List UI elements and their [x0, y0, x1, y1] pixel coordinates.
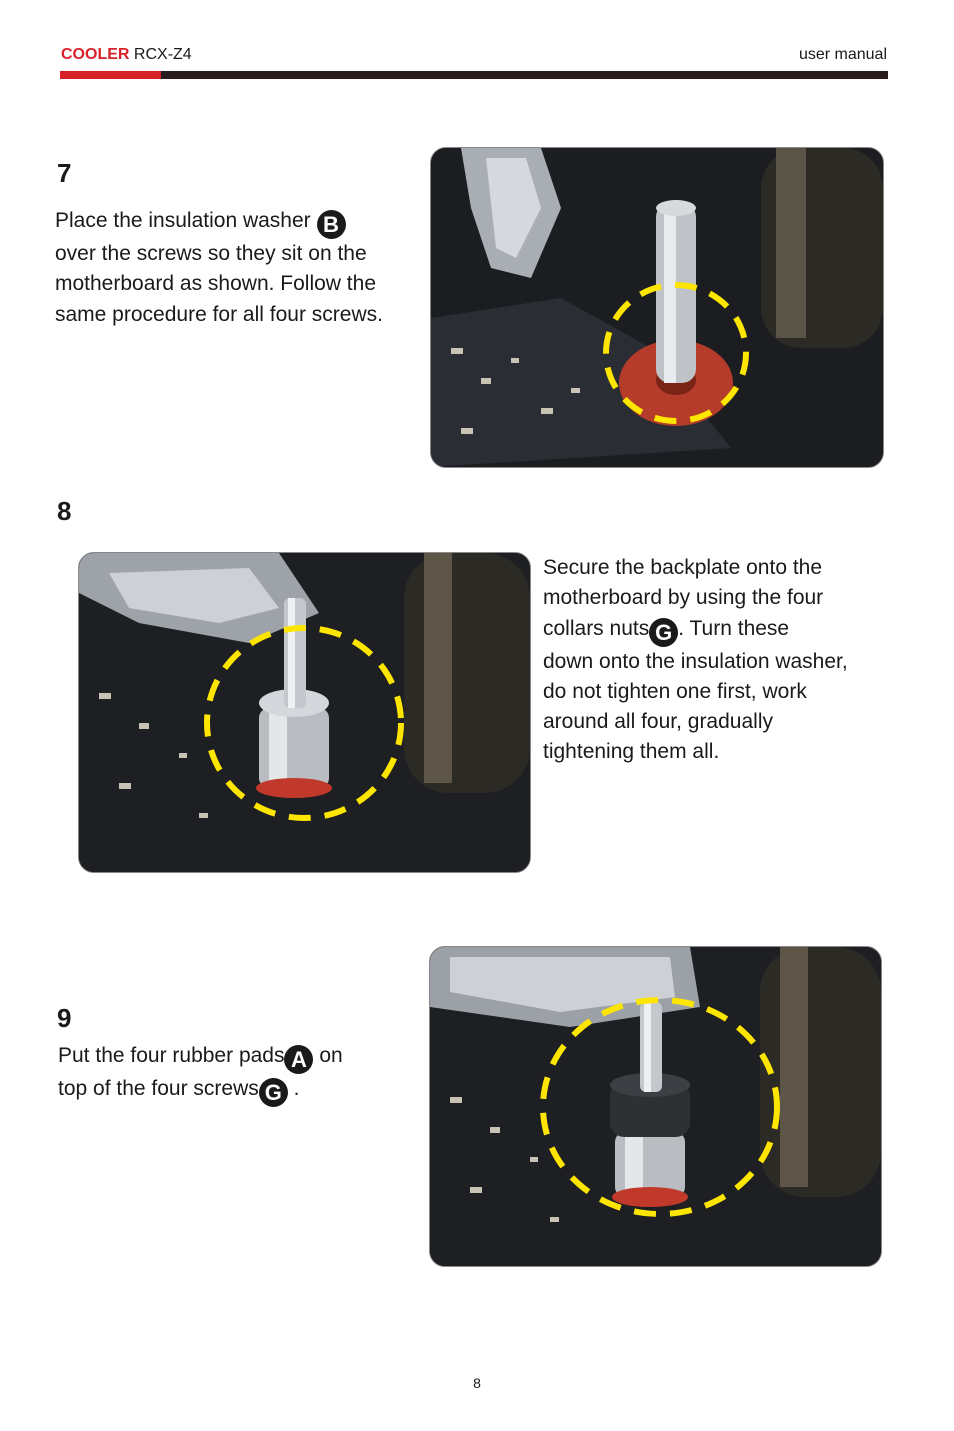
- step-8-line-5: do not tighten one first, work: [543, 679, 807, 703]
- page-header: [60, 44, 888, 80]
- step-7-line-4: same procedure for all four screws.: [55, 302, 383, 326]
- step-8-number: 8: [57, 496, 72, 526]
- step-8-line-4: down onto the insulation washer,: [543, 649, 848, 673]
- brand-title: [61, 46, 192, 64]
- collar-nut-on-screw-photo: [78, 552, 531, 873]
- step-9-number: 9: [57, 1003, 72, 1033]
- brand-accent: COOLER: [61, 46, 130, 63]
- step-8-line-3: collars nuts G . Turn these: [543, 616, 790, 645]
- washer-over-screw-photo: [430, 147, 884, 468]
- header-rule-accent: [60, 71, 161, 79]
- part-badge-g: G: [259, 1078, 288, 1107]
- part-badge-g: G: [649, 618, 678, 647]
- page-number: 8: [473, 1375, 481, 1391]
- step-8-line-1: Secure the backplate onto the: [543, 556, 823, 579]
- header-rule: [60, 71, 888, 79]
- step-7-line-3: motherboard as shown. Follow the: [55, 272, 376, 296]
- part-badge-a: A: [284, 1045, 313, 1074]
- part-badge-b: B: [317, 210, 346, 239]
- step-7-line-1: Place the insulation washer B: [55, 206, 383, 239]
- step-8-text: [543, 553, 848, 768]
- rubber-pad-on-screw-photo: [429, 946, 882, 1267]
- step-9-text: [58, 1041, 343, 1107]
- step-7-text: [55, 206, 383, 330]
- step-9-line-1: Put the four rubber pads A on: [58, 1044, 343, 1072]
- step-8-line-2: motherboard by using the four: [543, 586, 824, 610]
- step-7-line-2: over the screws so they sit on the: [55, 242, 367, 265]
- step-9-line-2: top of the four screws G .: [58, 1077, 300, 1105]
- brand-model: RCX-Z4: [133, 46, 192, 63]
- step-8-line-7: tightening them all.: [543, 740, 720, 764]
- doc-type-label: user manual: [798, 46, 887, 63]
- step-7-number: 7: [57, 158, 72, 188]
- step-8-line-6: around all four, gradually: [543, 710, 773, 734]
